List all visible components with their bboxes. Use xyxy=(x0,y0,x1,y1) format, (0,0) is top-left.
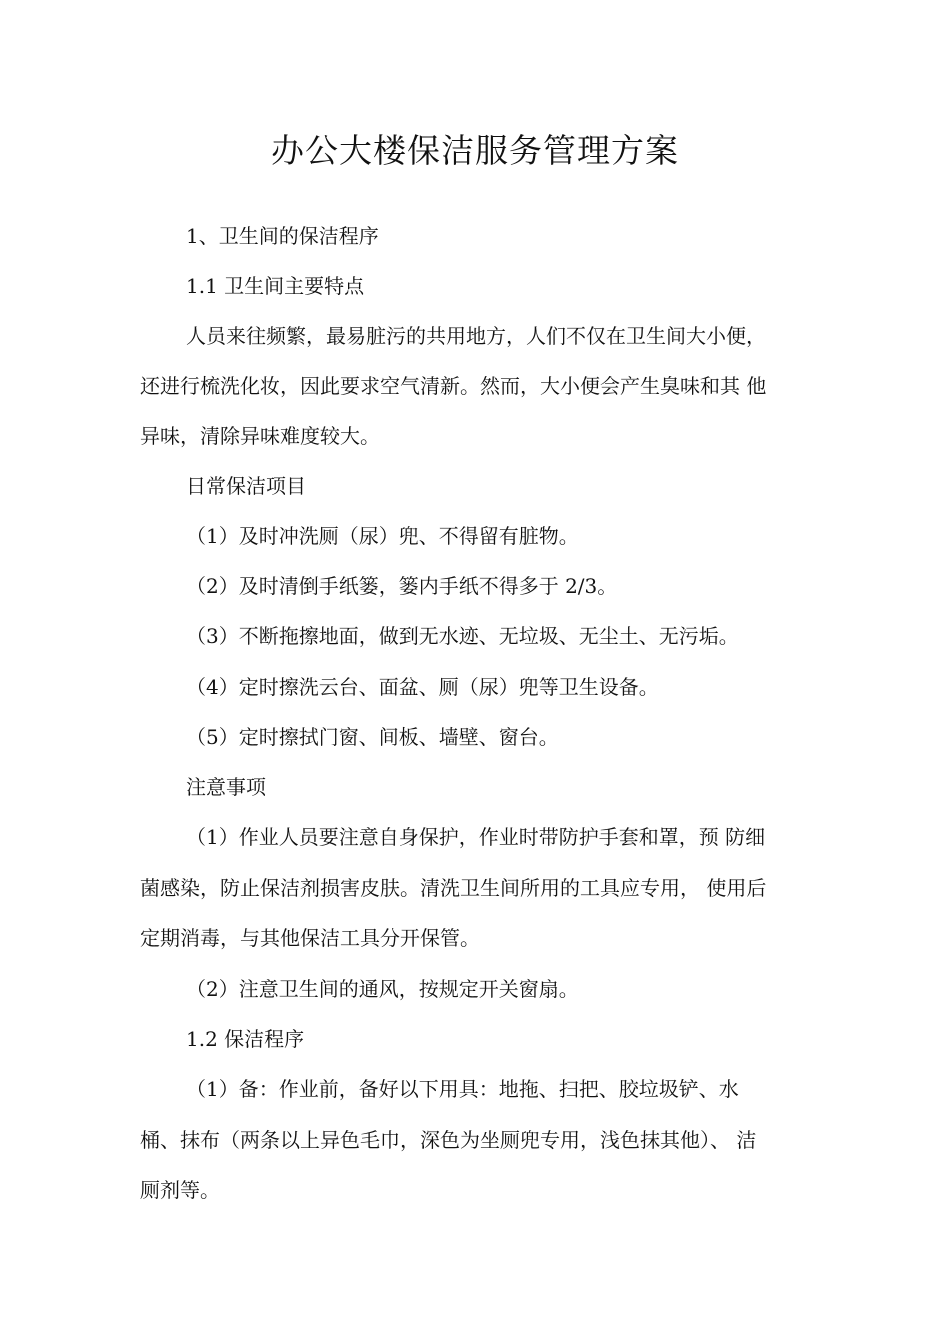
list-item: （1）及时冲洗厕（尿）兜、不得留有脏物。 xyxy=(186,524,579,548)
list-heading-notes: 注意事项 xyxy=(186,775,266,799)
list-item: （1）备：作业前，备好以下用具：地拖、扫把、胶垃圾铲、水 xyxy=(186,1077,739,1101)
subsection-heading-1-2: 1.2 保洁程序 xyxy=(186,1027,305,1051)
paragraph-line: 人员来往频繁，最易脏污的共用地方，人们不仅在卫生间大小便， xyxy=(186,324,766,348)
list-heading-daily-items: 日常保洁项目 xyxy=(186,474,306,498)
list-item: （4）定时擦洗云台、面盆、厕（尿）兜等卫生设备。 xyxy=(186,675,659,699)
paragraph-line: 桶、抹布（两条以上异色毛巾，深色为坐厕兜专用，浅色抹其他）、 洁 xyxy=(140,1128,757,1152)
list-item: （1）作业人员要注意自身保护，作业时带防护手套和罩，预 防细 xyxy=(186,825,766,849)
paragraph-line: 菌感染，防止保洁剂损害皮肤。清洗卫生间所用的工具应专用， 使用后 xyxy=(140,876,767,900)
list-item: （3）不断拖擦地面，做到无水迹、无垃圾、无尘土、无污垢。 xyxy=(186,624,739,648)
paragraph-line: 厕剂等。 xyxy=(140,1178,220,1202)
section-heading-1: 1、卫生间的保洁程序 xyxy=(186,224,379,248)
paragraph-line: 异味，清除异味难度较大。 xyxy=(140,424,380,448)
list-item: （5）定时擦拭门窗、间板、墙壁、窗台。 xyxy=(186,725,559,749)
list-item: （2）注意卫生间的通风，按规定开关窗扇。 xyxy=(186,977,579,1001)
list-item: （2）及时清倒手纸篓，篓内手纸不得多于 2/3。 xyxy=(186,574,618,598)
subsection-heading-1-1: 1.1 卫生间主要特点 xyxy=(186,274,365,298)
paragraph-line: 还进行梳洗化妆，因此要求空气清新。然而，大小便会产生臭味和其 他 xyxy=(140,374,767,398)
document-title: 办公大楼保洁服务管理方案 xyxy=(271,131,679,170)
paragraph-line: 定期消毒，与其他保洁工具分开保管。 xyxy=(140,926,480,950)
